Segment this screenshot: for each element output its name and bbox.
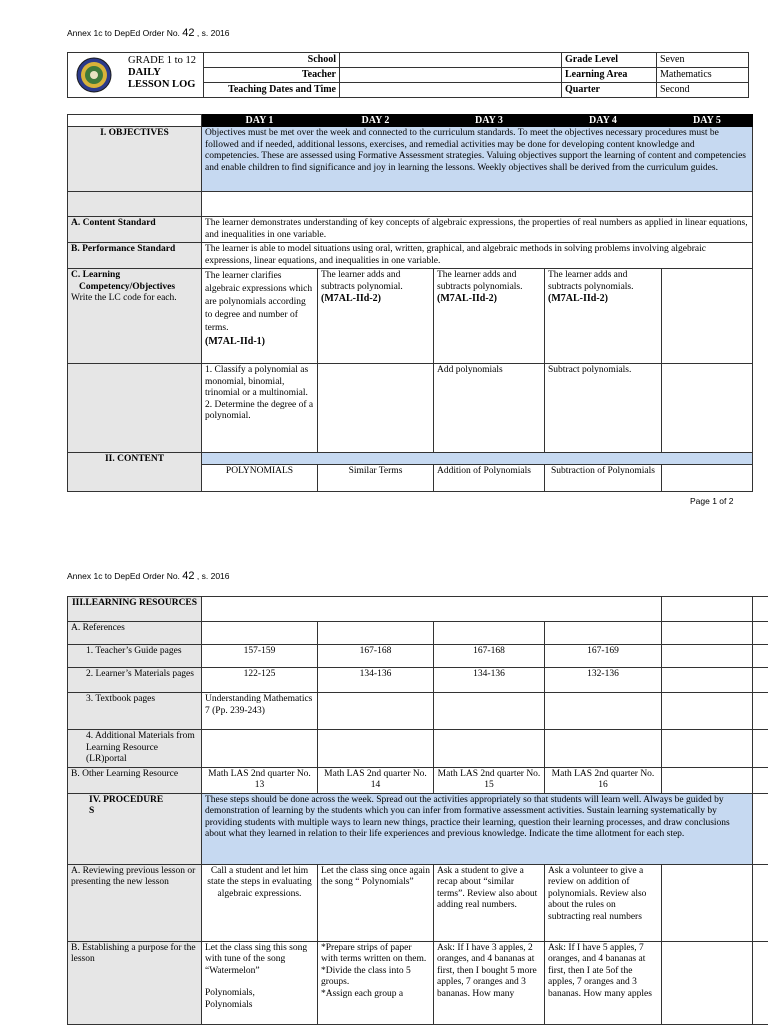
review-day3: Ask a student to give a recap about “similar terms”. Review also about adding real numbers.: [434, 864, 545, 941]
competency-day3: The learner adds and subtracts polynomials. (M7AL-IId-2): [434, 269, 545, 364]
objectives-detail-day4: Subtract polynomials.: [545, 364, 662, 453]
annex-header: Annex 1c to DepEd Order No. 42 , s. 2016: [67, 27, 230, 39]
school-label: School: [204, 53, 340, 68]
lm-label: 2. Learner’s Materials pages: [68, 668, 202, 693]
teacher-label: Teacher: [204, 68, 340, 83]
purpose-day3: Ask: If I have 3 apples, 2 oranges, and 4 bananas at first, then I bought 5 more apples, 7 oranges and 3 bananas. How many: [434, 941, 545, 1024]
content-day1: POLYNOMIALS: [202, 465, 318, 492]
competency-day1: The learner clarifies algebraic expressions which are polynomials according to degree and number of terms. (M7AL-IId-1): [202, 269, 318, 364]
dates-label: Teaching Dates and Time: [204, 83, 340, 98]
objectives-text: Objectives must be met over the week and connected to the curriculum standards. To meet the objectives necessary procedures must be followed and if needed, additional lessons, exercises, and remedial activities may be done for developing content knowledge and competencies. These are assessed using Formative Assessment strategies. Valuing objectives support the learning of content and competencies and enable children to find significance and joy in learning the lessons. Weekly objectives shall be derived from the curriculum guides.: [202, 127, 753, 192]
lm-day4: 132-136: [545, 668, 662, 693]
objectives-label: I. OBJECTIVES: [68, 127, 202, 192]
objectives-blank: [202, 192, 753, 217]
tb-day1: Understanding Mathematics 7 (Pp. 239-243): [202, 693, 318, 730]
procedures-text: These steps should be done across the week. Spread out the activities appropriately so that students will learn well. Always be guided by demonstration of learning by the students which you can infer from formative assessment activities. Sustain learning systematically by providing students with multiple ways to learn new things, practice their learning, question their learning processes, and draw conclusions about what they learned in relation to their life experiences and previous knowledge. Indicate the time allotment for each step.: [202, 793, 753, 864]
review-day2: Let the class sing once again the song “ Polynomials”: [318, 864, 434, 941]
day-header-row: [68, 115, 753, 127]
performance-standard-text: The learner is able to model situations using oral, written, graphical, and algebraic methods in solving problems involving algebraic expressions, linear equations, and inequalities in one variable.: [202, 243, 753, 269]
other-day4: Math LAS 2nd quarter No. 16: [545, 767, 662, 793]
review-day4: Ask a volunteer to give a review on addition of polynomials. Review also about the rules on subtracting real numbers: [545, 864, 662, 941]
content-standard-text: The learner demonstrates understanding of key concepts of algebraic expressions, the properties of real numbers as applied in linear equations, and inequalities in one variable.: [202, 217, 753, 243]
am-label: 4. Additional Materials from Learning Resource (LR)portal: [68, 730, 202, 768]
lesson-log-table-page2: [67, 596, 768, 1025]
references-label: A. References: [68, 622, 202, 645]
school-value[interactable]: [340, 53, 562, 68]
purpose-day2: *Prepare strips of paper with terms written on them. *Divide the class into 5 groups. *Assign each group a: [318, 941, 434, 1024]
page-number: Page 1 of 2: [690, 496, 734, 506]
day-5-header: DAY 5: [662, 115, 753, 127]
content-day3: Addition of Polynomials: [434, 465, 545, 492]
learning-area-label: Learning Area: [562, 68, 657, 83]
content-standard-label: A. Content Standard: [68, 217, 202, 243]
lm-day1: 122-125: [202, 668, 318, 693]
purpose-label: B. Establishing a purpose for the lesson: [68, 941, 202, 1024]
lesson-log-table-page1: [67, 114, 753, 492]
day-1-header: DAY 1: [202, 115, 318, 127]
objectives-detail-day2: [318, 364, 434, 453]
tb-label: 3. Textbook pages: [68, 693, 202, 730]
day-3-header: DAY 3: [434, 115, 545, 127]
procedures-label: IV. PROCEDURE S: [68, 793, 202, 864]
objectives-detail-day1: 1. Classify a polynomial as monomial, binomial, trinomial or a multinomial. 2. Determine the degree of a polynomial.: [202, 364, 318, 453]
grade-level-label: Grade Level: [562, 53, 657, 68]
tg-day4: 167-169: [545, 645, 662, 668]
other-day2: Math LAS 2nd quarter No. 14: [318, 767, 434, 793]
other-day3: Math LAS 2nd quarter No. 15: [434, 767, 545, 793]
dll-header-table: [67, 52, 749, 98]
performance-standard-label: B. Performance Standard: [68, 243, 202, 269]
review-day1: Call a student and let him state the steps in evaluating algebraic expressions.: [202, 864, 318, 941]
purpose-day4: Ask: If I have 5 apples, 7 oranges, and 4 bananas at first, then I ate 5of the apples, 7 oranges and 3 bananas. How many apples: [545, 941, 662, 1024]
quarter-value: Second: [657, 83, 749, 98]
lm-day2: 134-136: [318, 668, 434, 693]
content-label: II. CONTENT: [68, 453, 202, 492]
tg-day1: 157-159: [202, 645, 318, 668]
other-day1: Math LAS 2nd quarter No. 13: [202, 767, 318, 793]
content-day2: Similar Terms: [318, 465, 434, 492]
quarter-label: Quarter: [562, 83, 657, 98]
day-2-header: DAY 2: [318, 115, 434, 127]
grade-level-value: Seven: [657, 53, 749, 68]
lm-day3: 134-136: [434, 668, 545, 693]
content-day4: Subtraction of Polynomials: [545, 465, 662, 492]
tg-label: 1. Teacher’s Guide pages: [68, 645, 202, 668]
resources-label: III.LEARNING RESOURCES: [68, 597, 202, 622]
competency-day4: The learner adds and subtracts polynomials. (M7AL-IId-2): [545, 269, 662, 364]
tg-day2: 167-168: [318, 645, 434, 668]
header-logo-cell: [68, 53, 204, 98]
competency-day2: The learner adds and subtracts polynomial. (M7AL-IId-2): [318, 269, 434, 364]
review-label: A. Reviewing previous lesson or presenting the new lesson: [68, 864, 202, 941]
objectives-detail-day5: [662, 364, 753, 453]
competency-day5: [662, 269, 753, 364]
other-resources-label: B. Other Learning Resource: [68, 767, 202, 793]
dates-value[interactable]: [340, 83, 562, 98]
grade-title: GRADE 1 to 12 DAILY LESSON LOG: [128, 55, 196, 90]
deped-seal-icon: [76, 57, 112, 93]
annex-header-page2: Annex 1c to DepEd Order No. 42 , s. 2016: [67, 570, 230, 582]
objectives-detail-day3: Add polynomials: [434, 364, 545, 453]
content-day5: [662, 465, 753, 492]
learning-area-value: Mathematics: [657, 68, 749, 83]
day-4-header: DAY 4: [545, 115, 662, 127]
competency-label: C. Learning Competency/Objectives Write the LC code for each.: [68, 269, 202, 364]
teacher-value[interactable]: [340, 68, 562, 83]
tg-day3: 167-168: [434, 645, 545, 668]
purpose-day1: Let the class sing this song with tune of the song “Watermelon” Polynomials, Polynomials: [202, 941, 318, 1024]
